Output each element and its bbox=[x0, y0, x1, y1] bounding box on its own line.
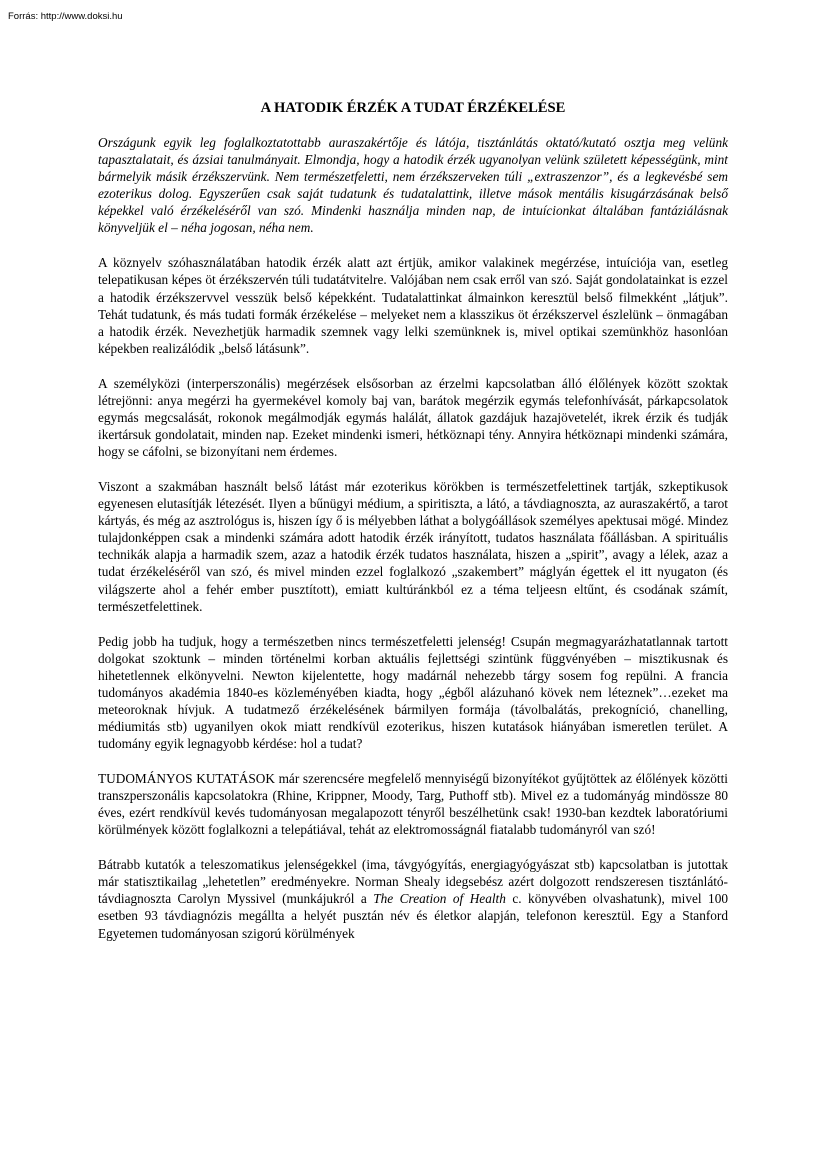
document-page bbox=[98, 100, 728, 959]
paragraph-6-text-start: Bátrabb kutatók a teleszomatikus jelenségekkel (ima, távgyógyítás, energiagyógyászat stb) kapcsolatban is jutottak már statisztikailag „lehetetlen” eredményekre. Norman Shealy idegsebész azért dolgozott rendszeresen tisztánlátó-távdiagnoszta Carolyn Myssivel (munkájukról a bbox=[98, 857, 728, 907]
body-paragraph-5: TUDOMÁNYOS KUTATÁSOK már szerencsére megfelelő mennyiségű bizonyítékot gyűjtöttek az élőlények közötti transzperszonális kapcsolatokra (Rhine, Krippner, Moody, Targ, Puthoff stb). Mivel ez a tudományág mindössze 80 éves, ezért rendkívül kevés tudományosan megalapozott tényről beszélhetünk csak! 1930-ban kezdtek laboratóriumi körülmények között foglalkozni a telepátiával, tehát az elektromosságnál fiatalabb tudományról van szó! bbox=[98, 770, 728, 838]
body-paragraph-3: Viszont a szakmában használt belső látást már ezoterikus körökben is természetfelettinek tartják, szkeptikusok egyenesen elutasítják létezését. Ilyen a bűnügyi médium, a spiritiszta, a látó, a távdiagnoszta, az auraszakértő, a tarot kártyás, és még az asztrológus is, hiszen így ő is mélyebben láthat a bolygóállások személyes apektusai mögé. Mindez tulajdonképpen csak a mindenki számára adott hatodik érzék irányított, tudatos használata főállásban. A spirituális technikák alapja a harmadik szem, azaz a hatodik érzék tudatos használata, hiszen a „spirit”, avagy a lélek, azaz a tudat érzékeléséről van szó, és mivel minden ezzel foglalkozó „szakembert” máglyán égettek el itt nyugaton (és világszerte ahol a fehér ember pusztított), emiatt kultúránkból ez a téma teljeesn eltűnt, és csodának számít, természetfelettinek. bbox=[98, 478, 728, 614]
paragraph-6-text-end: c. könyvében olvashatunk), mivel 100 esetben 93 távdiagnózis megállta a helyét pusztán név és életkor alapján, telefonon keresztül. Egy a Stanford Egyetemen tudományosan szigorú körülmények bbox=[98, 891, 728, 941]
body-paragraph-6 bbox=[98, 856, 728, 941]
source-label: Forrás: http://www.doksi.hu bbox=[8, 11, 123, 22]
body-paragraph-2: A személyközi (interperszonális) megérzések elsősorban az érzelmi kapcsolatban álló élőlények között szoktak létrejönni: anya megérzi ha gyermekével komoly baj van, barátok megérzik egymás telefonhívását, párkapcsolatok egymás megcsalását, rokonok megálmodják egymás halálát, állatok gazdájuk hazajövetelét, ikrek érzik és tudják ikertársuk gondolatait, minden nap. Ezeket mindenki ismeri, hétköznapi tény. Annyira hétköznapi mindenki számára, hogy se cáfolni, se bizonyítani nem érdemes. bbox=[98, 375, 728, 460]
body-paragraph-1: A köznyelv szóhasználatában hatodik érzék alatt azt értjük, amikor valakinek megérzése, intuíciója van, esetleg telepatikusan képes öt érzékszervén túli tudatátvitelre. Valójában nem csak erről van szó. Saját gondolatainkat is ezzel a hatodik érzékszervvel vesszük belső képekként. Tudatalattinkat álmainkon keresztül belső filmekként „látjuk”. Tehát tudatunk, és más tudati formák érzékelése – melyeket nem a klasszikus öt érzékszervel észlelünk – önmagában a hatodik érzék. Nevezhetjük harmadik szemnek vagy lelki szemünknek is, mivel optikai szemünkhöz hasonlóan képekben realizálódik „belső látásunk”. bbox=[98, 255, 728, 356]
body-paragraph-4: Pedig jobb ha tudjuk, hogy a természetben nincs természetfeletti jelenség! Csupán megmagyarázhatatlannak tartott dolgokat szoktunk – minden történelmi korban aktuális fejlettségi szintünk függvényében – misztikusnak és hihetetlennek elkönyvelni. Newton kijelentette, hogy madárnál nehezebb tárgy sosem fog repülni. A francia tudományos akadémia 1840-es közleményében kiadta, hogy „égből alázuhanó kövek nem léteznek”…ezeket ma meteoroknak hívjuk. A tudatmező érzékelésének bármilyen formája (távolbalátás, prekogníció, chanelling, médiumitás stb) ugyanilyen okok miatt rendkívül ezoterikus, hiszen kutatások hiányában ismeretlen terület. A tudomány egyik legnagyobb kérdése: hol a tudat? bbox=[98, 633, 728, 752]
lead-paragraph: Országunk egyik leg foglalkoztatottabb auraszakértője és látója, tisztánlátás oktató/kutató osztja meg velünk tapasztalatait, és ázsiai tanulmányait. Elmondja, hogy a hatodik érzék ugyanolyan velünk született képességünk, mint bármelyik másik érzékszervünk. Nem természetfeletti, nem érzékszerveken túli „extraszenzor”, és a legkevésbé sem ezoterikus dolog. Egyszerűen csak saját tudatunk és tudatalattink, illetve mások mentális kisugárzásának belső képekkel való érzékeléséről van szó. Mindenki használja minden nap, de intuícionkat általában fantáziálásnak könyveljük el – néha jogosan, néha nem. bbox=[98, 135, 728, 236]
document-title: A HATODIK ÉRZÉK A TUDAT ÉRZÉKELÉSE bbox=[260, 100, 566, 116]
book-title: The Creation of Health bbox=[373, 891, 506, 907]
